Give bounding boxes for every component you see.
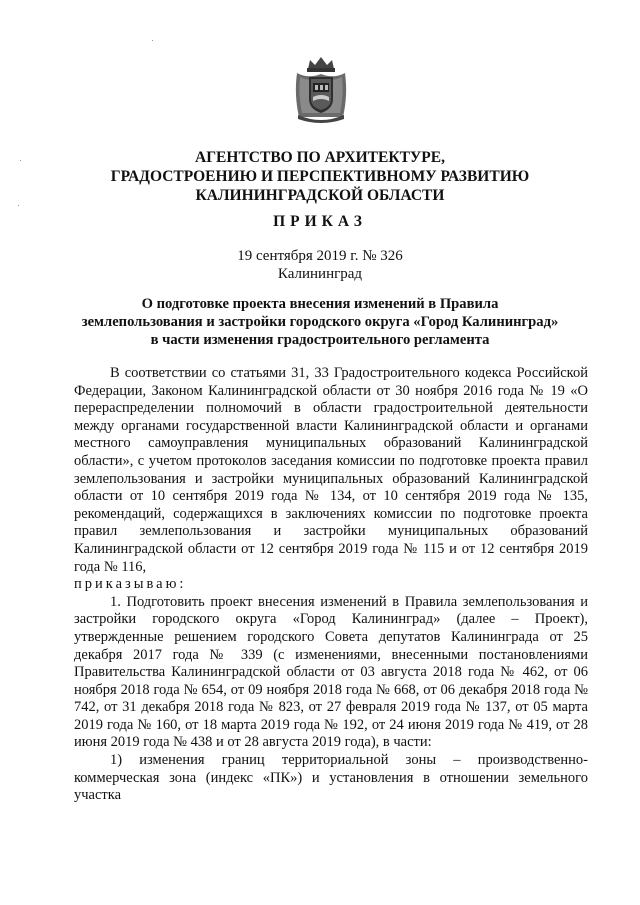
scan-speck [20,160,21,161]
subject-line: землепользования и застройки городского округа «Город Калининград» [81,314,559,330]
agency-line: ГРАДОСТРОЕНИЮ И ПЕРСПЕКТИВНОМУ РАЗВИТИЮ [110,168,530,185]
order-word: приказываю: [74,576,187,593]
subject-line: О подготовке проекта внесения изменений в Правила [141,296,499,312]
date-and-number: 19 сентября 2019 г. № 326 [237,248,403,264]
agency-line: АГЕНТСТВО ПО АРХИТЕКТУРЕ, [195,149,445,166]
scan-speck [18,205,19,206]
document-type: ПРИКАЗ [273,213,367,230]
document-subject [70,295,570,349]
subject-line: в части изменения градостроительного регламента [150,332,490,348]
preamble-paragraph: В соответствии со статьями 31, 33 Градостроительного кодекса Российской Федерации, Законом Калининградской области от 30 ноября 2016 года № 19 «О перераспределении полномочий в области градостроительной деятельности между органами государственной власти Калининградской области и органами местного самоуправления муниципальных образований Калининградской области», с учетом протоколов заседания комиссии по подготовке проекта правил землепользования и застройки муниципальных образований Калининградской области от 10 сентября 2019 года № 134, от 10 сентября 2019 года № 135, рекомендаций, содержащихся в заключениях комиссии по подготовке проекта правил землепользования и застройки муниципальных образований Калининградской области от 12 сентября 2019 года № 115 и от 12 сентября 2019 года № 116, [74,365,588,575]
coat-of-arms-icon [294,55,348,123]
item-paragraph: 1. Подготовить проект внесения изменений в Правила землепользования и застройки городского округа «Город Калининград» (далее – Проект), утвержденные решением городского Совета депутатов Калининграда от 25 декабря 2017 года № 339 (с изменениями, внесенными постановлениями Правительства Калининградской области от 03 августа 2018 года № 462, от 06 ноября 2018 года № 654, от 09 ноября 2018 года № 668, от 06 декабря 2018 года № 742, от 31 декабря 2018 года № 823, от 27 февраля 2019 года № 137, от 05 марта 2019 года № 160, от 18 марта 2019 года № 192, от 24 июня 2019 года № 419, от 28 июня 2019 года № 438 и от 28 августа 2019 года), в части: [74,593,588,751]
city: Калининград [277,266,363,282]
agency-line: КАЛИНИНГРАДСКОЙ ОБЛАСТИ [195,187,445,204]
subitem-paragraph: 1) изменения границ территориальной зоны – производственно-коммерческая зона (индекс «ПК») и установления в отношении земельного участка [74,752,588,804]
agency-name [60,148,580,205]
document-body [74,365,588,805]
scan-speck [152,40,153,41]
